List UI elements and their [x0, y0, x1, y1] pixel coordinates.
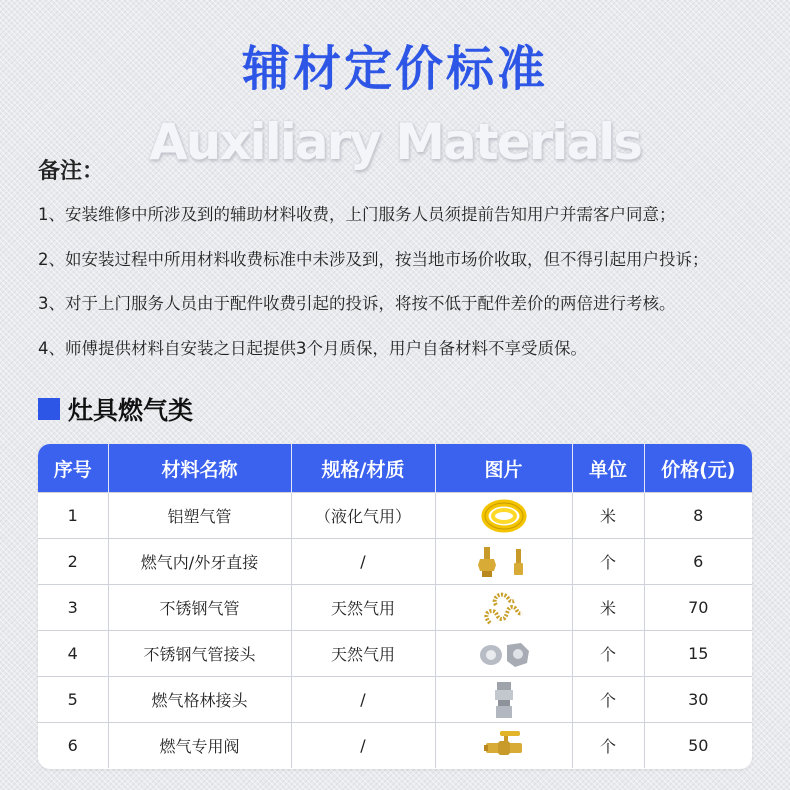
cell-unit: 米	[572, 585, 644, 631]
cell-spec: /	[291, 539, 435, 585]
table-row	[38, 493, 752, 539]
cell-image	[435, 539, 572, 585]
cell-name: 不锈钢气管	[108, 585, 291, 631]
note-item-2: 2、如安装过程中所用材料收费标准中未涉及到，按当地市场价收取，但不得引起用户投诉；	[38, 250, 709, 269]
cell-image	[435, 585, 572, 631]
cell-name: 燃气内/外牙直接	[108, 539, 291, 585]
note-item-4: 4、师傅提供材料自安装之日起提供3个月质保，用户自备材料不享受质保。	[38, 339, 587, 358]
cell-name: 不锈钢气管接头	[108, 631, 291, 677]
cell-unit: 米	[572, 493, 644, 539]
cell-spec: （液化气用）	[291, 493, 435, 539]
yellow-hose-coil-icon	[481, 498, 527, 534]
cell-unit: 个	[572, 677, 644, 723]
table-row	[38, 631, 752, 677]
header-image: 图片	[435, 444, 572, 493]
gas-valve-icon	[482, 729, 526, 763]
cell-price: 15	[644, 631, 752, 677]
cell-price: 50	[644, 723, 752, 769]
cell-spec: /	[291, 677, 435, 723]
cell-spec: 天然气用	[291, 585, 435, 631]
header-no: 序号	[38, 444, 108, 493]
cell-unit: 个	[572, 539, 644, 585]
cell-price: 30	[644, 677, 752, 723]
cell-image	[435, 723, 572, 769]
cell-spec: /	[291, 723, 435, 769]
cell-unit: 个	[572, 723, 644, 769]
cell-spec: 天然气用	[291, 631, 435, 677]
cell-unit: 个	[572, 631, 644, 677]
steel-connector-icon	[492, 681, 516, 719]
header-name: 材料名称	[108, 444, 291, 493]
corrugated-pipe-icon	[482, 589, 526, 627]
header-unit: 单位	[572, 444, 644, 493]
table-row	[38, 585, 752, 631]
cell-price: 6	[644, 539, 752, 585]
page-title: 辅材定价标准	[241, 41, 548, 97]
notes-heading: 备注：	[38, 159, 105, 184]
cell-price: 8	[644, 493, 752, 539]
cell-name: 铝塑气管	[108, 493, 291, 539]
note-item-3: 3、对于上门服务人员由于配件收费引起的投诉，将按不低于配件差价的两倍进行考核。	[38, 294, 676, 313]
cell-no: 5	[38, 677, 108, 723]
cell-no: 2	[38, 539, 108, 585]
cell-image	[435, 493, 572, 539]
materials-table	[38, 444, 752, 769]
cell-no: 6	[38, 723, 108, 769]
cell-price: 70	[644, 585, 752, 631]
table-row	[38, 677, 752, 723]
steel-nut-icon	[477, 639, 531, 669]
cell-name: 燃气专用阀	[108, 723, 291, 769]
section-square-icon	[38, 398, 60, 420]
cell-name: 燃气格林接头	[108, 677, 291, 723]
page-subtitle-english: Auxiliary Materials	[148, 113, 642, 171]
cell-image	[435, 631, 572, 677]
header-price: 价格(元)	[644, 444, 752, 493]
cell-image	[435, 677, 572, 723]
brass-fitting-icon	[474, 545, 534, 579]
header-spec: 规格/材质	[291, 444, 435, 493]
note-item-1: 1、安装维修中所涉及到的辅助材料收费，上门服务人员须提前告知用户并需客户同意；	[38, 205, 676, 224]
section-heading	[38, 392, 193, 426]
cell-no: 1	[38, 493, 108, 539]
cell-no: 4	[38, 631, 108, 677]
table-row	[38, 723, 752, 769]
cell-no: 3	[38, 585, 108, 631]
table-row	[38, 539, 752, 585]
table-header-row	[38, 444, 752, 493]
section-heading-label: 灶具燃气类	[68, 396, 194, 425]
